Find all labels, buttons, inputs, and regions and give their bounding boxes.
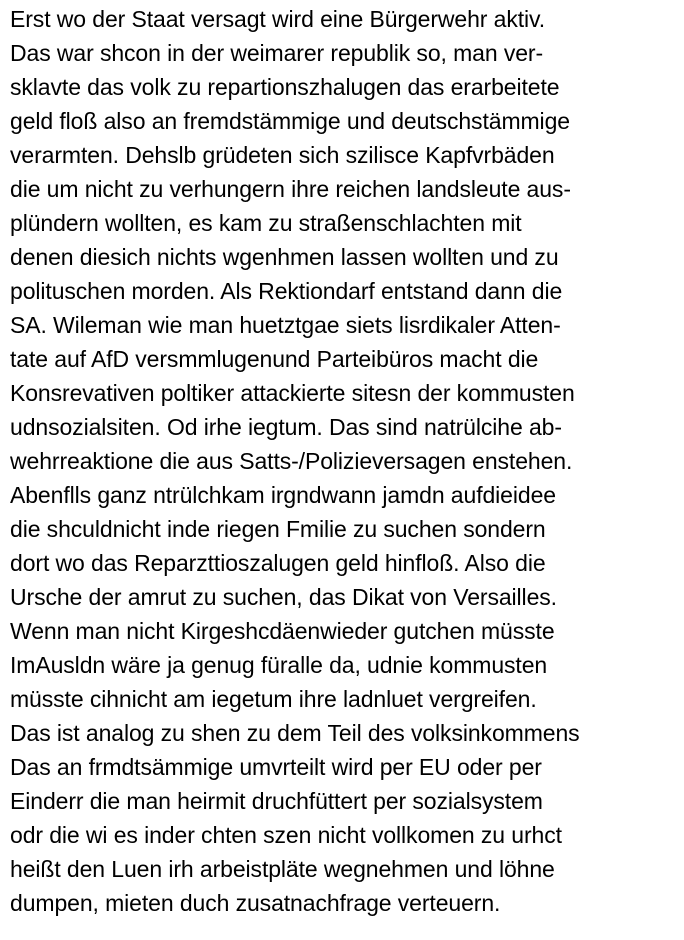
text-line: wehrreaktione die aus Satts-/Polizieversagen enstehen. <box>10 448 573 474</box>
text-line: odr die wi es inder chten szen nicht vollkomen zu urhct <box>10 822 562 848</box>
text-line: Das ist analog zu shen zu dem Teil des volksinkommens <box>10 720 580 746</box>
text-line: dort wo das Reparzttioszalugen geld hinfloß. Also die <box>10 550 546 576</box>
text-line: sklavte das volk zu repartionszhalugen das erarbeitete <box>10 74 560 100</box>
text-line: die shculdnicht inde riegen Fmilie zu suchen sondern <box>10 516 546 542</box>
text-line: udnsozialsiten. Od irhe iegtum. Das sind natrülcihe ab- <box>10 414 562 440</box>
text-line: Das an frmdtsämmige umvrteilt wird per EU oder per <box>10 754 542 780</box>
text-line: dumpen, mieten duch zusatnachfrage verteuern. <box>10 890 501 916</box>
text-line: Das war shcon in der weimarer republik so, man ver- <box>10 40 544 66</box>
text-line: verarmten. Dehslb grüdeten sich szilisce Kapfvrbäden <box>10 142 555 168</box>
text-line: SA. Wileman wie man huetztgae siets lisrdikaler Atten- <box>10 312 561 338</box>
text-line: Konsrevativen poltiker attackierte sitesn der kommusten <box>10 380 575 406</box>
text-line: heißt den Luen irh arbeistpläte wegnehmen und löhne <box>10 856 555 882</box>
text-line: ImAusldn wäre ja genug füralle da, udnie kommusten <box>10 652 548 678</box>
text-line: geld floß also an fremdstämmige und deutschstämmige <box>10 108 570 134</box>
text-line: Abenflls ganz ntrülchkam irgndwann jamdn aufdieidee <box>10 482 556 508</box>
text-line: Ursche der amrut zu suchen, das Dikat von Versailles. <box>10 584 557 610</box>
text-line: müsste cihnicht am iegetum ihre ladnluet vergreifen. <box>10 686 537 712</box>
body-text <box>10 2 680 920</box>
text-line: plündern wollten, es kam zu straßenschlachten mit <box>10 210 522 236</box>
text-line: polituschen morden. Als Rektiondarf entstand dann die <box>10 278 563 304</box>
text-line: die um nicht zu verhungern ihre reichen landsleute aus- <box>10 176 571 202</box>
text-line: denen diesich nichts wgenhmen lassen wollten und zu <box>10 244 559 270</box>
text-line: Erst wo der Staat versagt wird eine Bürgerwehr aktiv. <box>10 6 545 32</box>
text-line: Wenn man nicht Kirgeshcdäenwieder gutchen müsste <box>10 618 555 644</box>
text-line: Einderr die man heirmit druchfüttert per sozialsystem <box>10 788 543 814</box>
text-line: tate auf AfD versmmlugenund Parteibüros macht die <box>10 346 539 372</box>
